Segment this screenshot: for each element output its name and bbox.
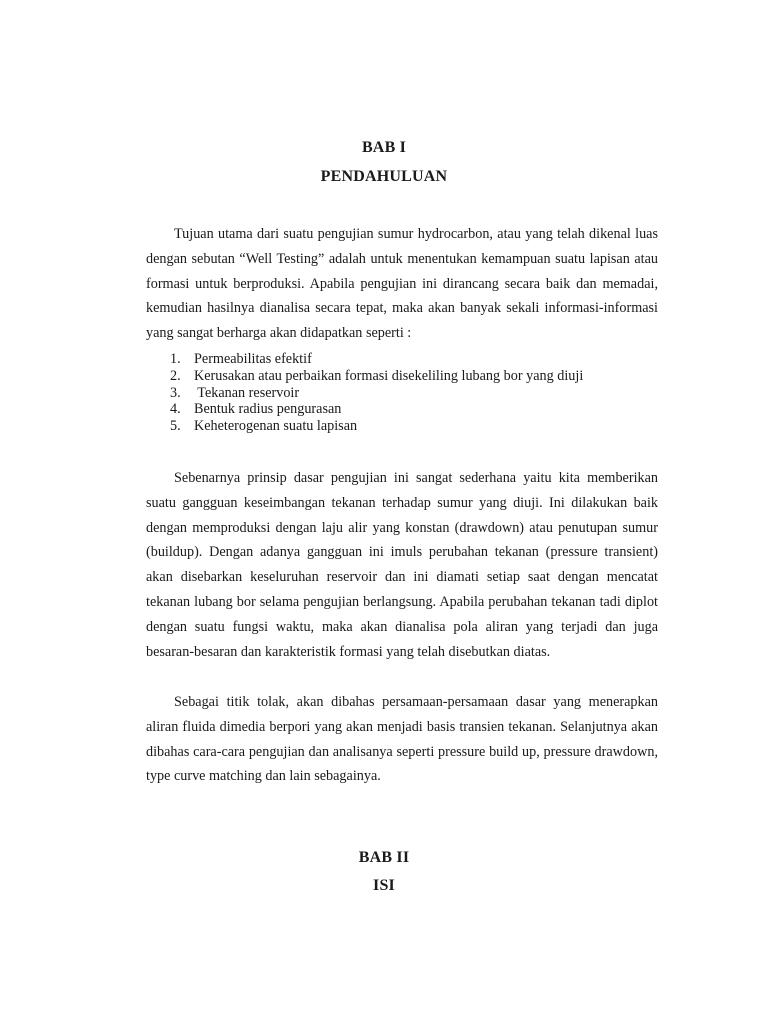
- list-item: [146, 385, 666, 402]
- list-item-text: Kerusakan atau perbaikan formasi disekeliling lubang bor yang diuji: [194, 367, 584, 384]
- list-item-text: Bentuk radius pengurasan: [194, 401, 342, 418]
- chapter-2-title: ISI: [373, 877, 395, 894]
- info-list: [146, 351, 666, 435]
- list-item: [146, 368, 666, 385]
- intro-paragraph: Tujuan utama dari suatu pengujian sumur hydrocarbon, atau yang telah dikenal luas dengan sebutan “Well Testing” adalah untuk menentukan kemampuan suatu lapisan atau formasi untuk berproduksi. Apabila pengujian ini dirancang secara baik dan memadai, kemudian hasilnya dianalisa secara tepat, maka akan banyak sekali informasi-informasi yang sangat berharga akan didapatkan seperti :: [146, 226, 658, 342]
- list-item-number: 4.: [170, 401, 181, 418]
- starting-point-paragraph: Sebagai titik tolak, akan dibahas persamaan-persamaan dasar yang menerapkan aliran fluida dimedia berpori yang akan menjadi basis transien tekanan. Selanjutnya akan dibahas cara-cara pengujian dan analisanya seperti pressure build up, pressure drawdown, type curve matching dan lain sebagainya.: [146, 694, 658, 785]
- list-item-text: Permeabilitas efektif: [194, 351, 312, 367]
- list-item: [146, 401, 666, 418]
- list-item-text: Tekanan reservoir: [194, 384, 300, 401]
- list-item-number: 5.: [170, 418, 181, 435]
- chapter-1-title: PENDAHULUAN: [320, 168, 448, 185]
- list-item: [146, 418, 666, 435]
- list-item: [146, 351, 666, 368]
- list-item-number: 1.: [170, 351, 181, 367]
- list-item-number: 3.: [170, 384, 181, 401]
- principle-paragraph: Sebenarnya prinsip dasar pengujian ini sangat sederhana yaitu kita memberikan suatu gangguan keseimbangan tekanan terhadap sumur yang diuji. Ini dilakukan baik dengan memproduksi dengan laju alir yang konstan (drawdown) atau penutupan sumur (buildup). Dengan adanya gangguan ini imuls perubahan tekanan (pressure transient) akan disebarkan keseluruhan reservoir dan ini diamati setiap saat dengan mencatat tekanan lubang bor selama pengujian berlangsung. Apabila perubahan tekanan tadi diplot dengan suatu fungsi waktu, maka akan dianalisa pola aliran yang terjadi dan juga besaran-besaran dan karakteristik formasi yang telah disebutkan diatas.: [146, 470, 658, 660]
- chapter-1-label: BAB I: [361, 139, 407, 156]
- list-item-text: Keheterogenan suatu lapisan: [194, 418, 358, 435]
- list-item-number: 2.: [170, 367, 181, 384]
- chapter-2-label: BAB II: [358, 849, 410, 866]
